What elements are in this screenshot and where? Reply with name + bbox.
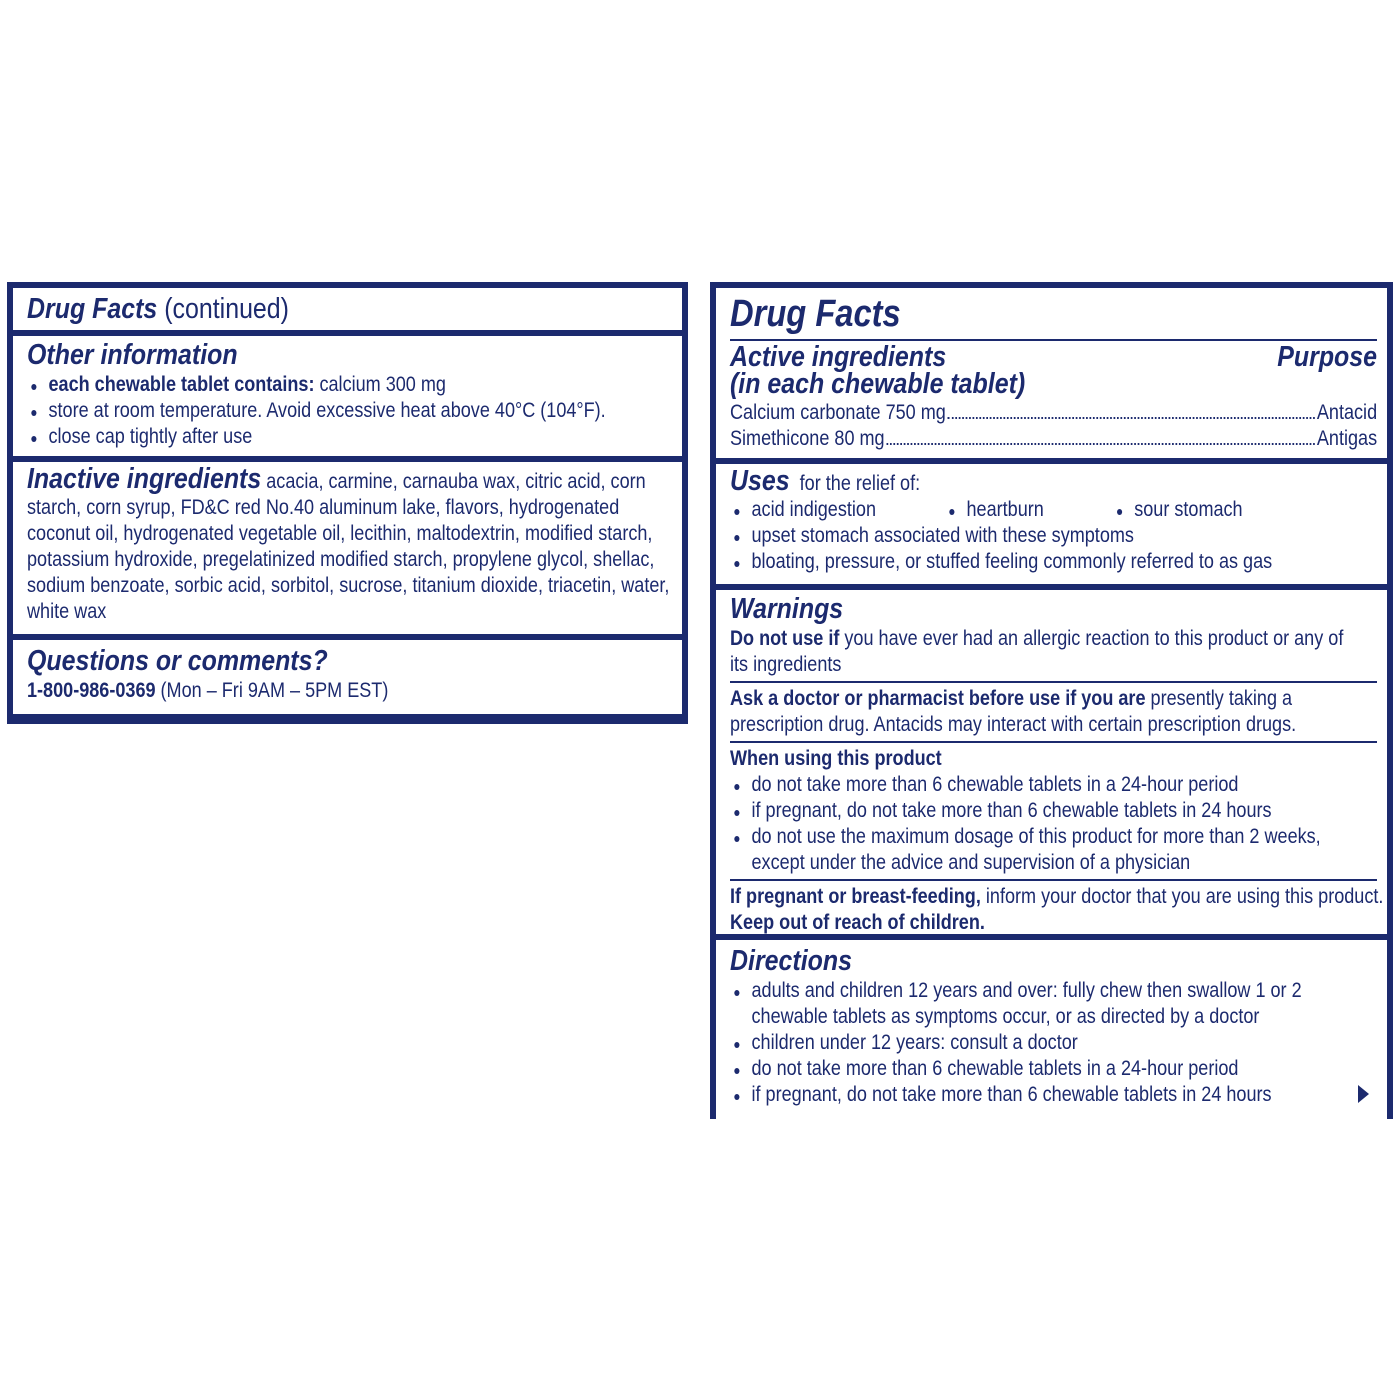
list-item: heartburn <box>945 497 1113 523</box>
keep-out-of-reach: Keep out of reach of children. <box>730 911 985 934</box>
when-using-heading: When using this product <box>730 747 942 770</box>
drug-facts-title: Drug Facts <box>730 293 901 335</box>
phone-hours: (Mon – Fri 9AM – 5PM EST) <box>155 679 389 702</box>
list-item: sour stomach <box>1113 497 1243 523</box>
drug-facts-continued-panel <box>7 282 688 724</box>
questions-heading: Questions or comments? <box>27 645 328 677</box>
uses-intro: for the relief of: <box>799 472 921 495</box>
text-line: starch, corn syrup, FD&C red No.40 aluminum lake, flavors, hydrogenated <box>27 496 620 519</box>
list-item: if pregnant, do not take more than 6 chewable tablets in 24 hours <box>730 798 1286 824</box>
list-item: bloating, pressure, or stuffed feeling commonly referred to as gas <box>730 549 1286 575</box>
inactive-ingredients-heading: Inactive ingredients <box>27 463 262 495</box>
directions-heading: Directions <box>730 945 852 977</box>
directions-section: Directions adults and children 12 years and over: fully chew then swallow 1 or 2 chewable tablets as symptoms occur, or as directed by a doctor children under 12 years: consult a doctor do not take more than 6 chewable tablets in a 24-hour period if pregnant, do not take more than 6 chewable tablets in 24 hours <box>716 940 1387 1119</box>
inactive-ingredients-first-line: Inactive ingredients acacia, carmine, carnauba wax, citric acid, corn <box>27 463 646 495</box>
drug-facts-continued-header <box>13 288 682 330</box>
phone-number: 1-800-986-0369 <box>27 679 156 702</box>
warnings-heading: Warnings <box>730 593 844 625</box>
purpose-heading: Purpose <box>1277 341 1377 373</box>
text-line: sodium benzoate, sorbic acid, sorbitol, sucrose, titanium dioxide, triacetin, water, <box>27 574 670 597</box>
inactive-ingredients-section <box>13 462 682 634</box>
list-item: do not use the maximum dosage of this product for more than 2 weeks, <box>730 824 1286 850</box>
ingredient-row: Simethicone 80 mg Antigas <box>730 427 1378 450</box>
text-line: coconut oil, hydrogenated vegetable oil, lecithin, maltodextrin, modified starch, <box>27 522 653 545</box>
list-item: do not take more than 6 chewable tablets in a 24-hour period <box>730 772 1286 798</box>
list-item: adults and children 12 years and over: fully chew then swallow 1 or 2 <box>730 978 1286 1004</box>
other-information-section <box>13 336 682 456</box>
drug-facts-panel <box>710 282 1393 1119</box>
active-ingredients-subheading: (in each chewable tablet) <box>730 368 1026 400</box>
list-item: acid indigestion <box>730 497 945 523</box>
drug-facts-continued-label: (continued) <box>164 293 289 325</box>
do-not-use-label: Do not use if <box>730 627 840 650</box>
list-item: each chewable tablet contains: calcium 300 mg <box>27 372 582 398</box>
text-line: potassium hydroxide, pregelatinized modified starch, propylene glycol, shellac, <box>27 548 655 571</box>
list-item: upset stomach associated with these symptoms <box>730 523 1286 549</box>
active-ingredients-section <box>716 288 1387 458</box>
uses-heading: Uses <box>730 465 790 497</box>
list-item: if pregnant, do not take more than 6 chewable tablets in 24 hours <box>730 1082 1286 1108</box>
pregnant-label: If pregnant or breast-feeding, <box>730 885 981 908</box>
ask-doctor-label: Ask a doctor or pharmacist before use if you are <box>730 687 1146 710</box>
active-ingredients-heading: Active ingredients <box>730 341 947 373</box>
drug-facts-title: Drug Facts <box>27 293 158 325</box>
questions-section <box>13 640 682 714</box>
list-item: do not take more than 6 chewable tablets in a 24-hour period <box>730 1056 1286 1082</box>
other-information-heading: Other information <box>27 339 238 371</box>
list-item: store at room temperature. Avoid excessive heat above 40°C (104°F). <box>27 398 582 424</box>
triangle-right-icon <box>1358 1085 1369 1103</box>
ingredient-row: Calcium carbonate 750 mg Antacid <box>730 401 1378 424</box>
uses-section <box>716 464 1387 584</box>
list-item: children under 12 years: consult a doctor <box>730 1030 1286 1056</box>
warnings-section: Warnings Do not use if you have ever had an allergic reaction to this product or any of its ingredients Ask a doctor or pharmacist before use if you are presently taking a prescription drug. Antacids may interact with certain prescription drugs. When using this product do not take more than 6 chewable tablets in a 24-hour period if pregnant, do not take more than 6 chewable tablets in 24 hours do not use the maximum dosage of this product for more than 2 weeks, except under the advice and supervision of a physician If pregnant or breast-feeding, inform your doctor that you are using this product. Keep out of reach of children. <box>716 590 1387 934</box>
list-item: close cap tightly after use <box>27 424 582 450</box>
text-line: white wax <box>27 600 107 623</box>
